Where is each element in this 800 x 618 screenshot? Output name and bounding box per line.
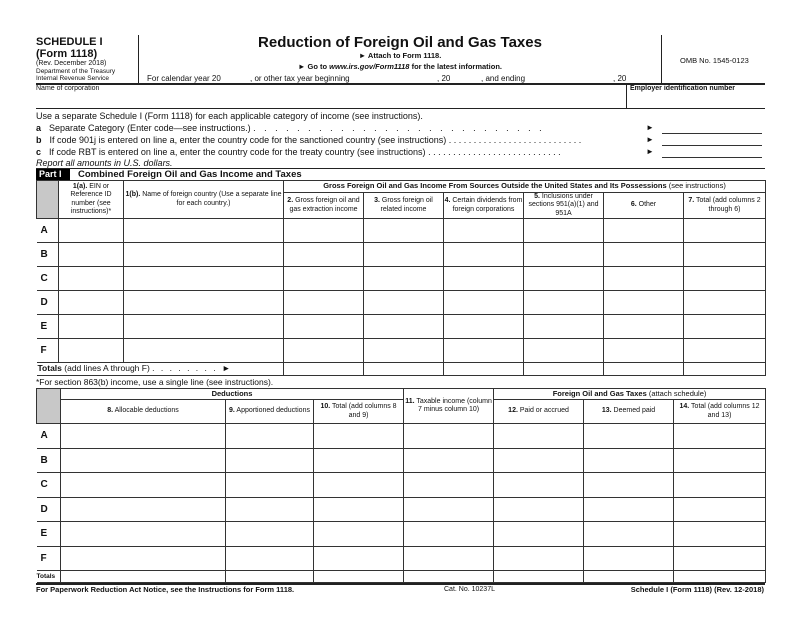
schedule-label: SCHEDULE I — [36, 36, 103, 48]
input-cell[interactable] — [404, 473, 494, 498]
footnote: *For section 863(b) income, use a single line (see instructions). — [36, 377, 274, 387]
part-1-title: Combined Foreign Oil and Gas Income and Taxes — [78, 169, 302, 180]
text: 1(a). — [72, 183, 88, 191]
text: Other — [636, 201, 657, 209]
text: 6. — [630, 201, 637, 209]
name-of-corporation-field[interactable] — [40, 94, 620, 107]
input-cell[interactable] — [364, 219, 444, 243]
input-cell[interactable] — [61, 473, 226, 498]
sanctioned-country-code-field[interactable] — [662, 145, 762, 146]
report-note: Report all amounts in U.S. dollars. — [36, 158, 173, 168]
table-row — [37, 497, 766, 522]
input-cell[interactable] — [61, 424, 226, 449]
text: EIN or Reference ID number (see instructions)* — [70, 183, 112, 215]
table-row — [37, 546, 766, 571]
part-2-totals-label: Totals — [37, 571, 61, 583]
text: 10. — [320, 403, 331, 411]
input-cell[interactable] — [61, 522, 226, 547]
input-cell[interactable] — [124, 219, 284, 243]
form-title: Reduction of Foreign Oil and Gas Taxes — [258, 34, 542, 51]
line-b-key: b — [36, 135, 42, 145]
text: 14. — [679, 403, 690, 411]
input-cell[interactable] — [59, 315, 124, 339]
total-col-11[interactable] — [404, 571, 494, 583]
line-c-key: c — [36, 147, 42, 157]
input-cell[interactable] — [364, 243, 444, 267]
text: 3. — [374, 197, 380, 205]
input-cell[interactable] — [684, 291, 766, 315]
arrow-icon: ► — [646, 123, 654, 132]
input-cell[interactable] — [604, 339, 684, 363]
total-col-4[interactable] — [444, 363, 524, 376]
input-cell[interactable] — [604, 267, 684, 291]
revision: (Rev. December 2018) — [36, 60, 107, 67]
text: (attach schedule) — [646, 388, 707, 398]
gross-income-group-header — [284, 181, 766, 193]
part-1-tag: Part I — [36, 169, 70, 180]
shaded-cell — [37, 389, 61, 424]
col-1b-header — [124, 181, 284, 219]
deductions-header: Deductions — [61, 389, 404, 400]
input-cell[interactable] — [314, 448, 404, 473]
input-cell[interactable] — [59, 243, 124, 267]
text: 7. — [688, 197, 695, 205]
line-b-label: If code 901j is entered on line a, enter the country code for the sanctioned country (see instructions) — [49, 135, 447, 145]
input-cell[interactable] — [314, 546, 404, 571]
input-cell[interactable] — [524, 243, 604, 267]
text: Allocable deductions — [113, 407, 179, 415]
input-cell[interactable] — [524, 291, 604, 315]
input-cell[interactable] — [226, 546, 314, 571]
input-cell[interactable] — [444, 291, 524, 315]
input-cell[interactable] — [684, 219, 766, 243]
input-cell[interactable] — [124, 291, 284, 315]
text: Gross foreign oil and gas extraction income — [289, 197, 360, 213]
input-cell[interactable] — [494, 424, 584, 449]
text: Apportioned deductions — [234, 407, 310, 415]
input-cell[interactable] — [226, 473, 314, 498]
col-9-header — [226, 400, 314, 424]
footer-form-id: Schedule I (Form 1118) (Rev. 12-2018) — [630, 585, 764, 594]
input-cell[interactable] — [59, 267, 124, 291]
total-col-2[interactable] — [284, 363, 364, 376]
total-col-5[interactable] — [524, 363, 604, 376]
input-cell[interactable] — [604, 219, 684, 243]
input-cell[interactable] — [494, 473, 584, 498]
ein-label: Employer identification number — [630, 85, 736, 92]
input-cell[interactable] — [226, 448, 314, 473]
text: Paid or accrued — [517, 407, 569, 415]
dots: . . . . . . . . . . . . . . . . . . . . . . . . . . . — [428, 147, 561, 157]
input-cell[interactable] — [494, 546, 584, 571]
shaded-cell — [37, 181, 59, 219]
total-col-13[interactable] — [584, 571, 674, 583]
row-label: A — [37, 219, 59, 243]
total-col-10[interactable] — [314, 571, 404, 583]
cat-number: Cat. No. 10237L — [444, 586, 495, 593]
input-cell[interactable] — [284, 219, 364, 243]
row-label: B — [37, 448, 61, 473]
input-cell[interactable] — [684, 243, 766, 267]
total-col-14[interactable] — [674, 571, 766, 583]
table-row — [37, 522, 766, 547]
col-4-header — [444, 193, 524, 219]
table-row — [37, 339, 766, 363]
total-col-3[interactable] — [364, 363, 444, 376]
input-cell[interactable] — [124, 267, 284, 291]
line-a-label: Separate Category (Enter code—see instructions.) — [49, 123, 251, 133]
input-cell[interactable] — [684, 339, 766, 363]
dept: Department of the Treasury — [36, 68, 116, 75]
input-cell[interactable] — [404, 522, 494, 547]
line-b — [36, 135, 581, 145]
input-cell[interactable] — [604, 315, 684, 339]
text: Deemed paid — [611, 407, 656, 415]
col-7-header — [684, 193, 766, 219]
total-col-8[interactable] — [61, 571, 226, 583]
name-of-corporation-label: Name of corporation — [36, 85, 100, 92]
col-13-header — [584, 400, 674, 424]
input-cell[interactable] — [61, 546, 226, 571]
col-6-header — [604, 193, 684, 219]
input-cell[interactable] — [584, 522, 674, 547]
input-cell[interactable] — [124, 339, 284, 363]
table-row — [37, 243, 766, 267]
input-cell[interactable] — [584, 497, 674, 522]
text: Name of foreign country (Use a separate line for each country.) — [140, 191, 282, 207]
input-cell[interactable] — [684, 315, 766, 339]
text: Foreign Oil and Gas Taxes — [552, 388, 647, 398]
total-col-6[interactable] — [604, 363, 684, 376]
input-cell[interactable] — [674, 546, 766, 571]
attach-note: ► Attach to Form 1118. — [358, 51, 442, 60]
total-col-9[interactable] — [226, 571, 314, 583]
text: 11. — [405, 397, 415, 405]
text: 4. — [444, 197, 451, 205]
treaty-country-code-field[interactable] — [662, 157, 762, 158]
col-3-header — [364, 193, 444, 219]
input-cell[interactable] — [674, 473, 766, 498]
part-1-totals-label — [37, 363, 284, 376]
row-label: B — [37, 243, 59, 267]
row-label: F — [37, 339, 59, 363]
col-1a-header — [59, 181, 124, 219]
row-label: F — [37, 546, 61, 571]
input-cell[interactable] — [404, 497, 494, 522]
table-row — [37, 219, 766, 243]
text: Gross Foreign Oil and Gas Income From Sources Outside the United States and Its Possessions — [323, 181, 667, 191]
arrow-icon: ► — [646, 135, 654, 144]
and-ending-label: , and ending — [481, 74, 526, 83]
input-cell[interactable] — [494, 448, 584, 473]
goto-note — [140, 62, 660, 71]
input-cell[interactable] — [584, 473, 674, 498]
irs: Internal Revenue Service — [36, 75, 109, 82]
tax-year-beginning-label: , or other tax year beginning — [250, 74, 350, 83]
row-label: C — [37, 473, 61, 498]
dots: . . . . . . . . . . . . . . . . . . . . . . . . . . . — [448, 135, 582, 145]
input-cell[interactable] — [524, 267, 604, 291]
input-cell[interactable] — [404, 424, 494, 449]
input-cell[interactable] — [604, 243, 684, 267]
input-cell[interactable] — [584, 546, 674, 571]
input-cell[interactable] — [524, 219, 604, 243]
input-cell[interactable] — [364, 315, 444, 339]
year-20-a: , 20 — [437, 74, 451, 83]
input-cell[interactable] — [684, 267, 766, 291]
total-col-7[interactable] — [684, 363, 766, 376]
table-row — [37, 448, 766, 473]
goto-pre: ► Go to — [298, 62, 330, 71]
input-cell[interactable] — [494, 522, 584, 547]
input-cell[interactable] — [364, 339, 444, 363]
input-cell[interactable] — [124, 243, 284, 267]
table-row — [37, 291, 766, 315]
row-label: E — [37, 522, 61, 547]
input-cell[interactable] — [314, 522, 404, 547]
line-a — [36, 123, 545, 133]
col-12-header — [494, 400, 584, 424]
row-label: D — [37, 497, 61, 522]
row-label: D — [37, 291, 59, 315]
text: Total (add columns 8 and 9) — [330, 403, 397, 419]
row-label: E — [37, 315, 59, 339]
col-10-header — [314, 400, 404, 424]
input-cell[interactable] — [584, 448, 674, 473]
input-cell[interactable] — [314, 473, 404, 498]
input-cell[interactable] — [61, 448, 226, 473]
col-11-header — [404, 389, 494, 424]
table-row — [37, 267, 766, 291]
input-cell[interactable] — [364, 291, 444, 315]
input-cell[interactable] — [604, 291, 684, 315]
line-a-key: a — [36, 123, 42, 133]
col-2-header — [284, 193, 364, 219]
intro-text: Use a separate Schedule I (Form 1118) for each applicable category of income (see instructions). — [36, 111, 423, 121]
text: Inclusions under sections 951(a)(1) and 951A — [528, 193, 599, 217]
ein-field[interactable] — [630, 94, 764, 107]
goto-post: for the latest information. — [409, 62, 502, 71]
text: Total (add columns 12 and 13) — [689, 403, 760, 419]
input-cell[interactable] — [524, 315, 604, 339]
text: Gross foreign oil related income — [379, 197, 433, 213]
text: Totals — [37, 363, 62, 374]
text: 2. — [287, 197, 294, 205]
text: Taxable income (column 7 minus column 10) — [414, 397, 492, 413]
table-row — [37, 424, 766, 449]
input-cell[interactable] — [444, 219, 524, 243]
input-cell[interactable] — [674, 448, 766, 473]
input-cell[interactable] — [284, 291, 364, 315]
separate-category-field[interactable] — [662, 133, 762, 134]
input-cell[interactable] — [284, 243, 364, 267]
input-cell[interactable] — [404, 546, 494, 571]
input-cell[interactable] — [444, 315, 524, 339]
input-cell[interactable] — [404, 448, 494, 473]
input-cell[interactable] — [226, 497, 314, 522]
form-number: (Form 1118) — [36, 48, 98, 60]
line-c-label: If code RBT is entered on line a, enter the country code for the treaty country (see instructions) — [49, 147, 426, 157]
text: Certain dividends from foreign corporations — [450, 197, 523, 213]
row-label: C — [37, 267, 59, 291]
input-cell[interactable] — [284, 315, 364, 339]
part-2-table — [36, 388, 766, 583]
text: . . . . . . . . ► — [152, 363, 233, 374]
arrow-icon: ► — [646, 147, 654, 156]
input-cell[interactable] — [674, 497, 766, 522]
text: 1(b). — [125, 191, 141, 199]
total-col-12[interactable] — [494, 571, 584, 583]
table-row — [37, 473, 766, 498]
text: (see instructions) — [666, 181, 726, 191]
table-row — [37, 315, 766, 339]
text: 13. — [601, 407, 612, 415]
text: (add lines A through F) — [61, 363, 150, 374]
input-cell[interactable] — [59, 339, 124, 363]
input-cell[interactable] — [226, 522, 314, 547]
input-cell[interactable] — [584, 424, 674, 449]
text: 12. — [508, 407, 518, 415]
input-cell[interactable] — [226, 424, 314, 449]
input-cell[interactable] — [524, 339, 604, 363]
year-20-b: , 20 — [613, 74, 627, 83]
input-cell[interactable] — [284, 339, 364, 363]
input-cell[interactable] — [314, 424, 404, 449]
row-label: A — [37, 424, 61, 449]
taxes-header — [494, 389, 766, 400]
irs-link[interactable]: www.irs.gov/Form1118 — [329, 62, 410, 71]
input-cell[interactable] — [494, 497, 584, 522]
line-c — [36, 147, 561, 157]
dots: . . . . . . . . . . . . . . . . . . . . . . . . . . . — [253, 123, 545, 133]
input-cell[interactable] — [364, 267, 444, 291]
footer-notice: For Paperwork Reduction Act Notice, see the Instructions for Form 1118. — [36, 585, 295, 594]
calendar-year-label: For calendar year 20 — [147, 74, 221, 83]
text: 8. — [107, 407, 114, 415]
input-cell[interactable] — [59, 291, 124, 315]
input-cell[interactable] — [674, 424, 766, 449]
text: 5. — [534, 193, 540, 201]
col-8-header — [61, 400, 226, 424]
input-cell[interactable] — [59, 219, 124, 243]
omb-number: OMB No. 1545-0123 — [680, 56, 749, 65]
text: Total (add columns 2 through 6) — [694, 197, 761, 213]
col-5-header — [524, 193, 604, 219]
input-cell[interactable] — [444, 243, 524, 267]
part-1-table — [36, 180, 766, 376]
input-cell[interactable] — [674, 522, 766, 547]
input-cell[interactable] — [444, 339, 524, 363]
col-14-header — [674, 400, 766, 424]
input-cell[interactable] — [284, 267, 364, 291]
input-cell[interactable] — [61, 497, 226, 522]
input-cell[interactable] — [124, 315, 284, 339]
input-cell[interactable] — [444, 267, 524, 291]
text: 9. — [229, 407, 235, 415]
input-cell[interactable] — [314, 497, 404, 522]
